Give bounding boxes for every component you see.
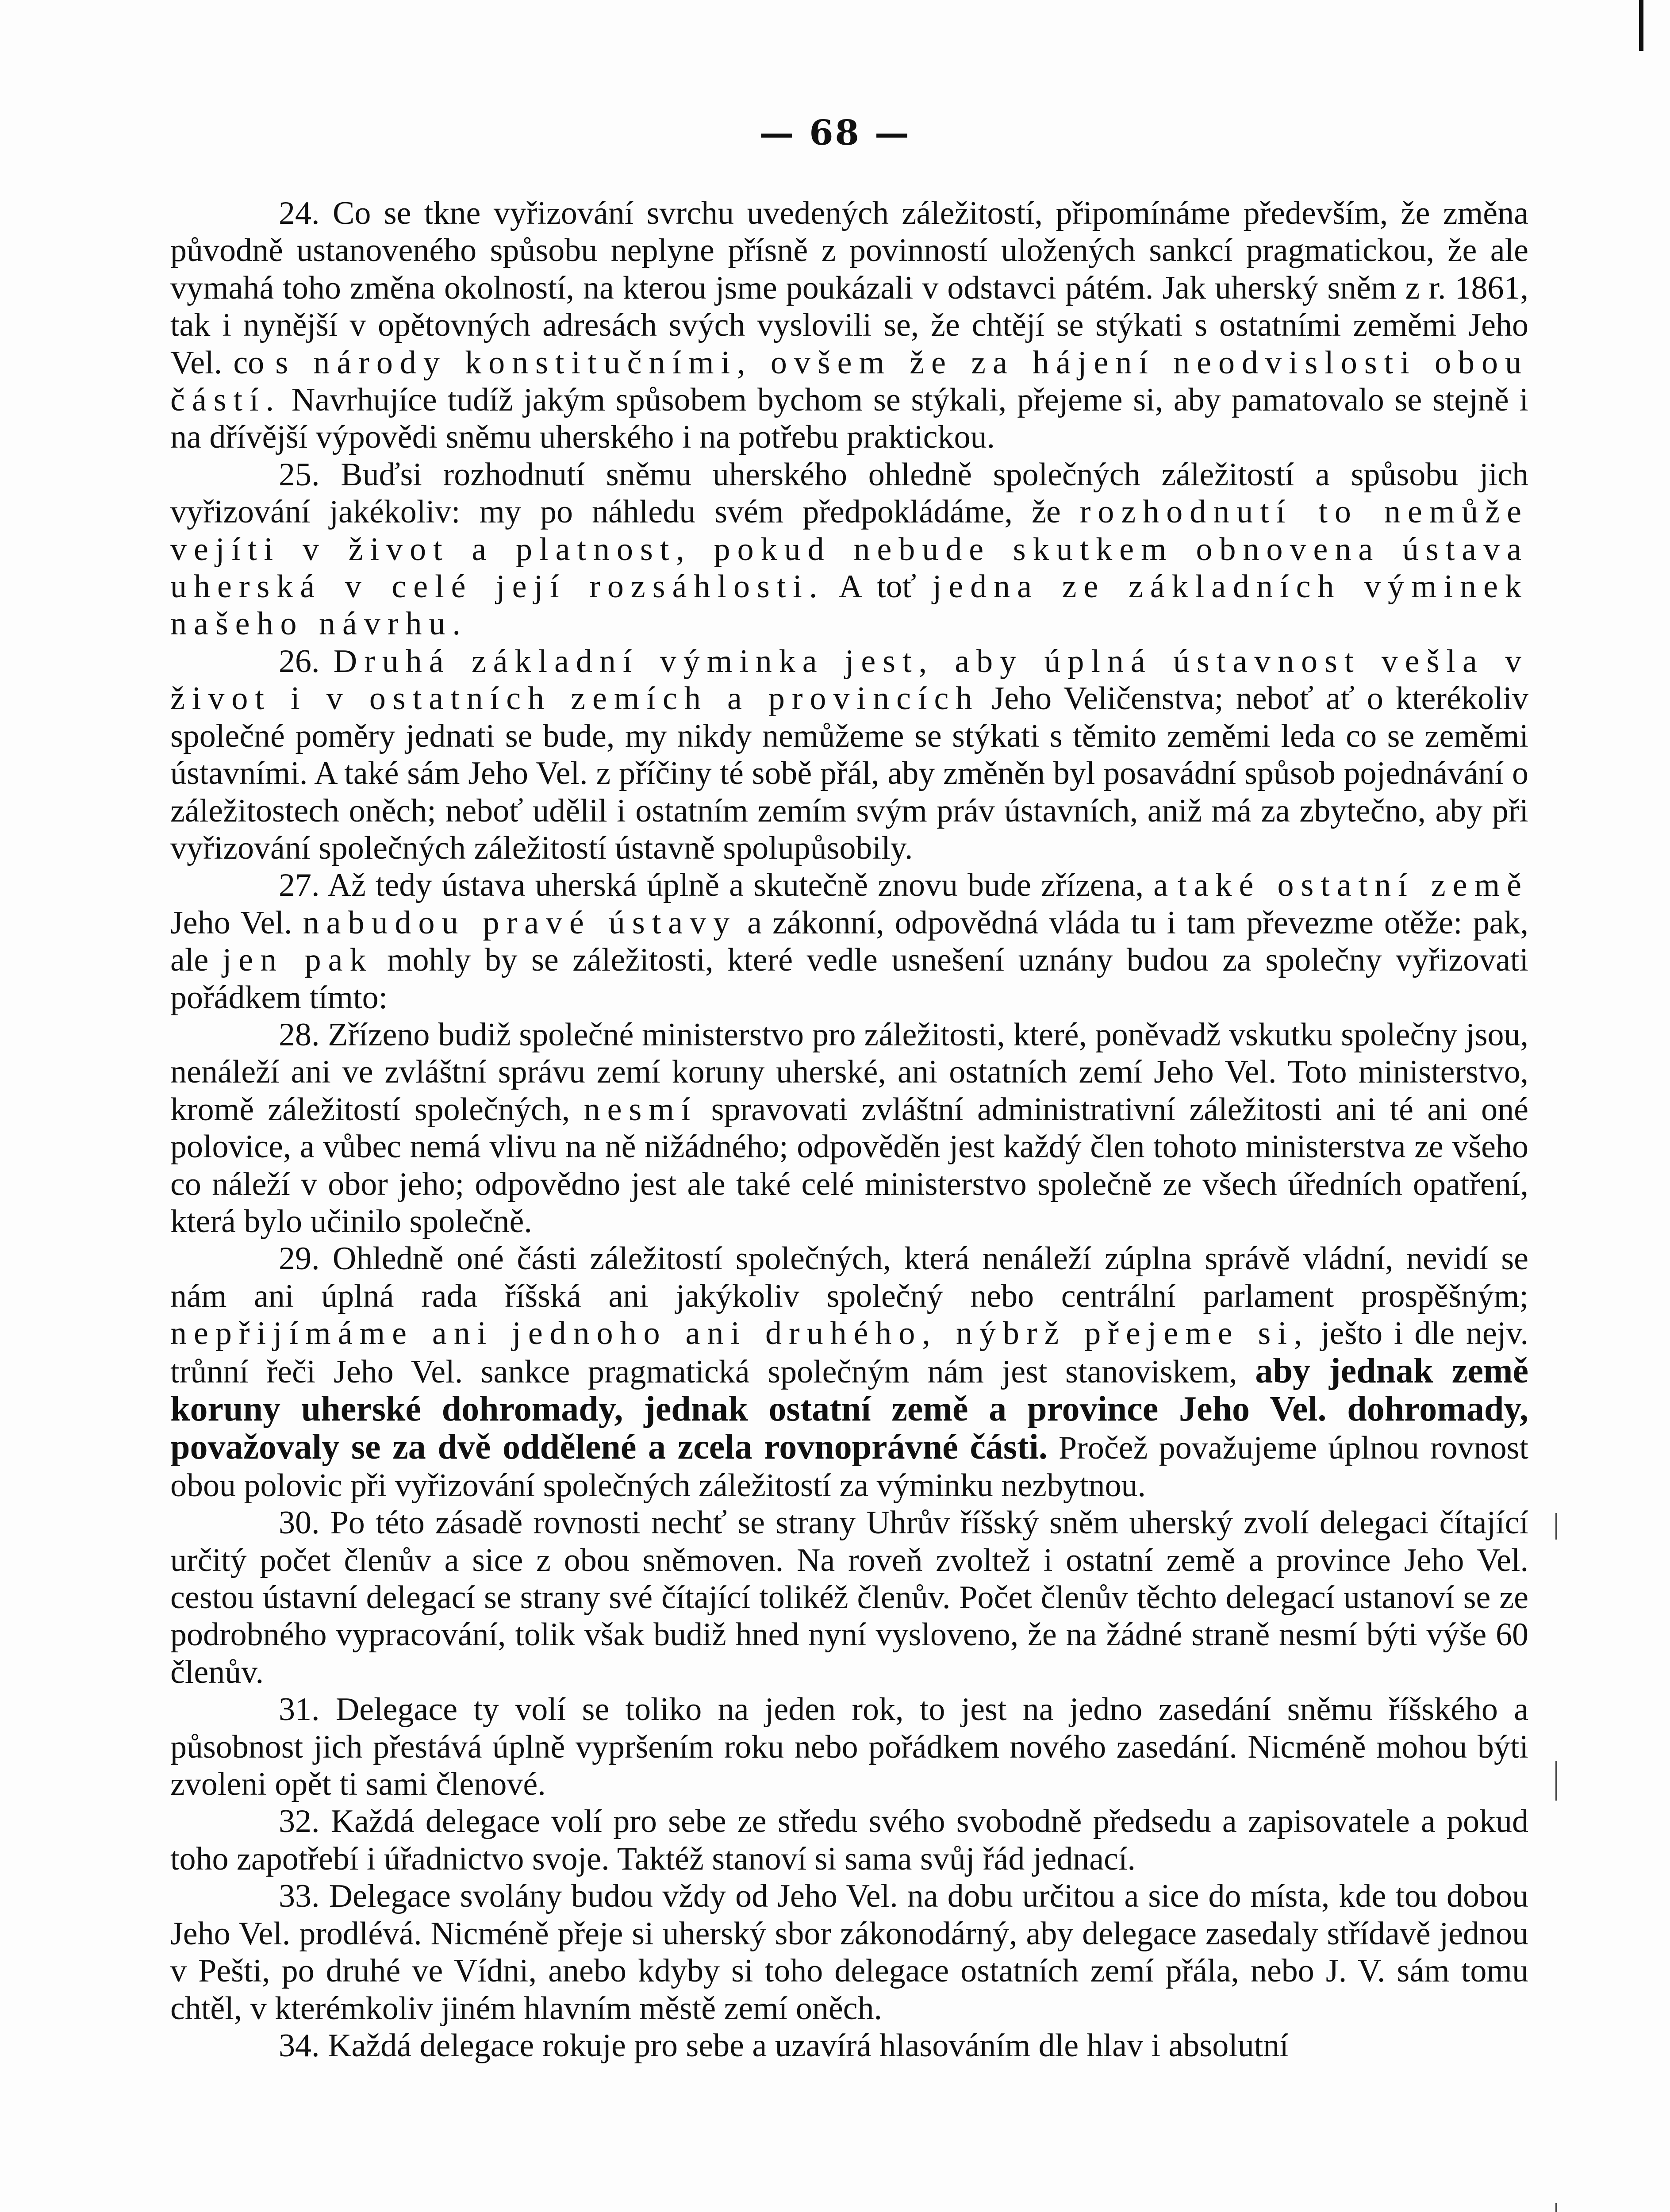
paragraph-text: A toť	[824, 568, 933, 605]
margin-mark	[1555, 1513, 1557, 1540]
paragraph-text: a zákonní, odpovědná vláda tu i tam převezme otěže: pak, ale	[170, 904, 1528, 979]
paragraph-text: 27. Až tedy ústava uherská úplně a skutečně znovu bude zřízena, a	[279, 867, 1178, 904]
paragraph-text: 28. Zřízeno budiž společné ministerstvo pro záležitosti, které, poněvadž vskutku společny jsou, nenáleží ani ve zvláštní správu zemí koruny uherské, ani ostatních zemí Jeho Vel. Toto ministerstvo, kromě záležitostí společných,	[170, 1016, 1528, 1128]
paragraph-text: 31. Delegace ty volí se toliko na jeden rok, to jest na jedno zasedání sněmu říšského a působnost jich přestává úplně vypršením roku nebo pořádkem nového zasedání. Nicméně mohou býti zvoleni opět ti sami členové.	[170, 1691, 1528, 1803]
emphasized-text: jedna ze základních výminek našeho návrhu.	[170, 568, 1529, 642]
paragraph-text: Jeho Vel.	[170, 904, 303, 941]
emphasized-text: Druhá základní výminka jest, aby úplná ústavnost vešla v život i v ostatních zemích a provincích	[170, 643, 1528, 717]
margin-mark	[1555, 1761, 1557, 1801]
emphasized-text: nepřijímáme ani jednoho ani druhého, nýbrž přejeme si,	[170, 1315, 1309, 1352]
paragraph-text: 26.	[279, 643, 334, 680]
paragraph	[170, 2027, 1528, 2064]
page-edge-line	[1639, 0, 1643, 51]
paragraph	[170, 1504, 1528, 1691]
paragraph	[170, 1878, 1528, 2027]
paragraph	[170, 1803, 1528, 1878]
document-body	[170, 195, 1528, 2064]
paragraph-text: spravovati zvláštní administrativní záležitosti ani té ani oné polovice, a vůbec nemá vlivu na ně nižádného; odpověděn jest každý člen tohoto ministerstva ze všeho co náleží v obor jeho; odpovědno jest ale také celé ministerstvo společně ze všech úředních opatření, která bylo učinilo společně.	[170, 1091, 1528, 1240]
bold-text: aby jednak země koruny uherské dohromady, jednak ostatní země a province Jeho Vel. dohromady, považovaly se za dvě oddělené a zcela rovnoprávné části.	[170, 1351, 1528, 1467]
paragraph	[170, 643, 1528, 867]
emphasized-text: nabudou pravé ústavy	[303, 904, 737, 941]
paragraph-text: 25. Buďsi rozhodnutí sněmu uherského ohledně společných záležitostí a spůsobu jich vyřizování jakékoliv: my po náhledu svém předpokládáme, že	[170, 456, 1528, 530]
paragraph	[170, 456, 1528, 643]
paragraph	[170, 1016, 1528, 1240]
paragraph-text: Jeho Veličenstva; neboť ať o kterékoliv společné poměry jednati se bude, my nikdy nemůžeme se stýkati s těmito zeměmi leda co se zeměmi ústavními. A také sám Jeho Vel. z příčiny té sobě přál, aby změněn byl posavádní spůsob pojednávání o záležitostech oněch; neboť udělil i ostatním zemím svým práv ústavních, aniž má za zbytečno, aby při vyřizování společných záležitostí ústavně spolupůsobily.	[170, 680, 1528, 866]
paragraph	[170, 1691, 1528, 1803]
paragraph	[170, 1240, 1528, 1504]
emphasized-text: s národy konstitučními, ovšem že za hájení neodvislosti obou částí.	[170, 344, 1528, 419]
margin-mark	[1555, 2203, 1557, 2212]
emphasized-text: jen pak	[222, 942, 373, 979]
paragraph-text: Navrhujíce tudíž jakým spůsobem bychom se stýkali, přejeme si, aby pamatovalo se stejně i na dřívější výpovědi sněmu uherského i na potřebu praktickou.	[170, 382, 1528, 456]
paragraph-text: 33. Delegace svolány budou vždy od Jeho Vel. na dobu určitou a sice do místa, kde tou dobou Jeho Vel. prodlévá. Nicméně přeje si uherský sbor zákonodárný, aby delegace zasedaly střídavě jednou v Pešti, po druhé ve Vídni, anebo kdyby si toho delegace ostatních zemí přála, nebo J. V. sám tomu chtěl, v kterémkoliv jiném hlavním městě zemí oněch.	[170, 1878, 1528, 2027]
emphasized-text: nesmí	[584, 1091, 698, 1128]
paragraph-text: 30. Po této zásadě rovnosti nechť se strany Uhrův říšský sněm uherský zvolí delegaci čítající určitý počet členův a sice z obou sněmoven. Na roveň zvoltež i ostatní země a province Jeho Vel. cestou ústavní delegací se strany své čítající tolikéž členův. Počet členův těchto delegací ustanoví se ze podrobného vypracování, tolik však budiž hned nyní vysloveno, že na žádné straně nesmí býti výše 60 členův.	[170, 1505, 1528, 1690]
paragraph	[170, 867, 1528, 1016]
paragraph-text: 29. Ohledně oné části záležitostí společných, která nenáleží zúplna správě vládní, nevidí se nám ani úplná rada říšská ani jakýkoliv společný nebo centrální parlament prospěšným;	[170, 1240, 1528, 1314]
paragraph-text: ješto i dle nejv. trůnní řeči Jeho Vel. sankce pragmatická společným nám jest stanoviskem,	[170, 1315, 1528, 1390]
paragraph-text: Pročež považujeme úplnou rovnost obou polovic při vyřizování společných záležitostí za výminku nezbytnou.	[170, 1430, 1528, 1504]
emphasized-text: rozhodnutí to nemůže vejíti v život a platnost, pokud nebude skutkem obnovena ústava uherská v celé její rozsáhlosti.	[170, 494, 1528, 605]
paragraph-text: mohly by se záležitosti, které vedle usnešení uznány budou za společny vyřizovati pořádkem tímto:	[170, 942, 1529, 1016]
page-number: — 68 —	[759, 113, 911, 153]
paragraph-text: 32. Každá delegace volí pro sebe ze středu svého svobodně předsedu a zapisovatele a pokud toho zapotřebí i úřadnictvo svoje. Taktéž stanoví si sama svůj řád jednací.	[170, 1803, 1528, 1877]
emphasized-text: také ostatní země	[1178, 867, 1528, 904]
paragraph-text: 34. Každá delegace rokuje pro sebe a uzavírá hlasováním dle hlav i absolutní	[279, 2027, 1289, 2064]
paragraph	[170, 195, 1528, 456]
paragraph-text: 24. Co se tkne vyřizování svrchu uvedených záležitostí, připomínáme především, že změna původně ustanoveného spůsobu neplyne přísně z povinností uložených sankcí pragmatickou, že ale vymahá toho změna okolností, na kterou jsme poukázali v odstavci pátém. Jak uherský sněm z r. 1861, tak i nynější v opětovných adresách svých vyslovili se, že chtějí se stýkati s ostatními zeměmi Jeho Vel. co	[170, 195, 1528, 381]
